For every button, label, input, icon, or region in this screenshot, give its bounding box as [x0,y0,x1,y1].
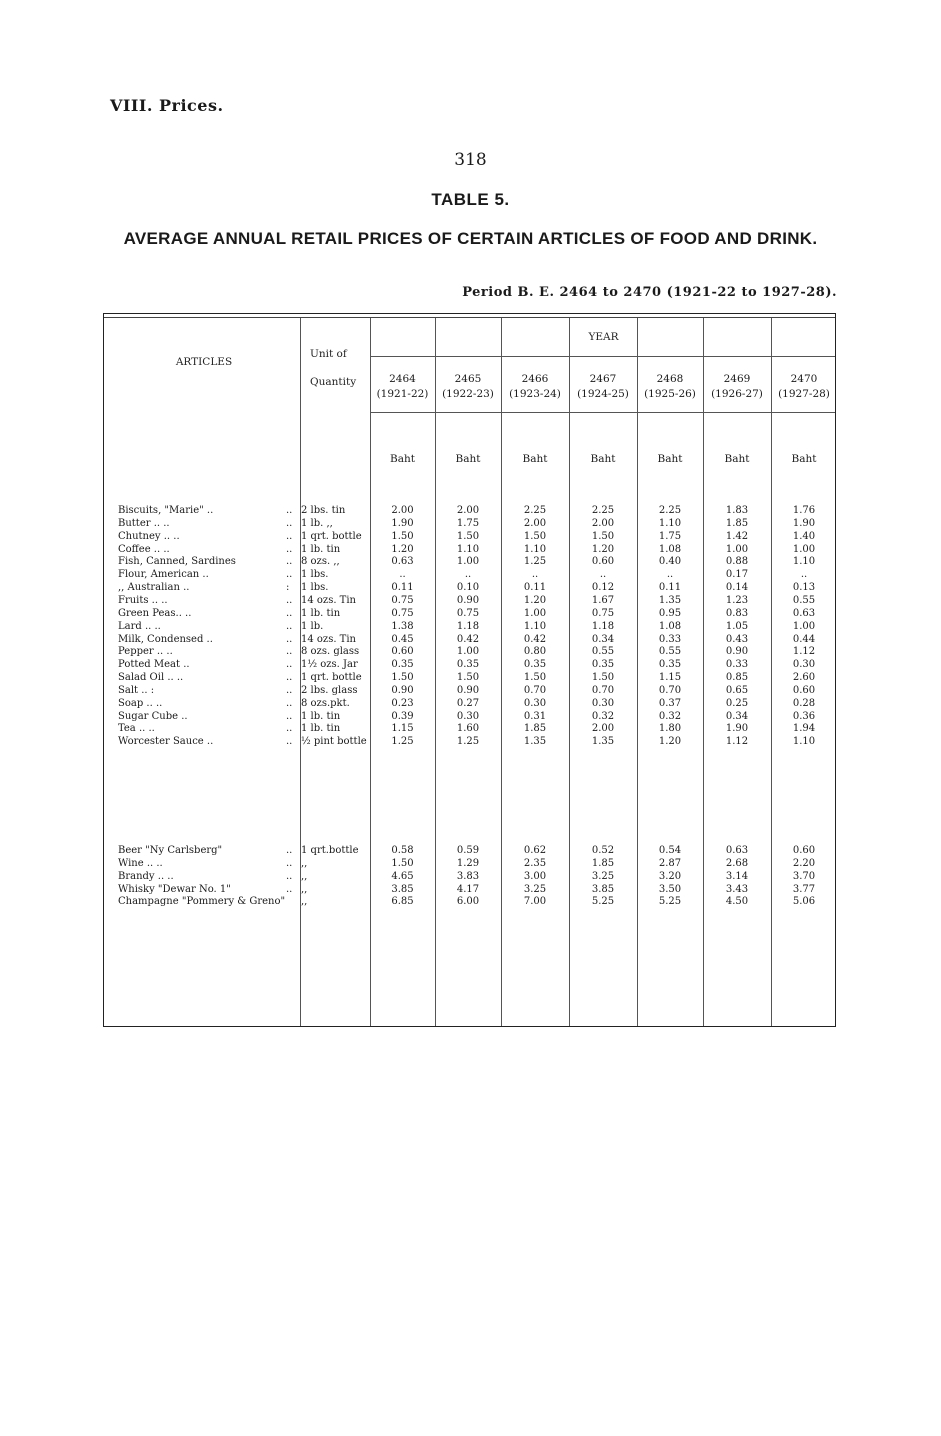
price-cell: 0.80 [523,646,547,658]
leader-dots: .. [286,633,293,645]
price-cell: 0.33 [658,633,682,645]
price-cell: .. [599,569,607,581]
price-cell: 1.90 [725,723,749,735]
price-cell: .. [800,569,808,581]
table-row [104,896,837,909]
price-cell: 0.32 [591,710,615,722]
price-cell: 1.25 [523,556,547,568]
leader-dots: .. [286,723,293,735]
articles-header: ARTICLES [175,356,233,368]
price-cell: 4.17 [456,883,480,895]
price-cell: 2.00 [523,517,547,529]
price-cell: 1.60 [456,723,480,735]
price-cell: 1.50 [391,857,414,869]
leader-dots: .. [286,659,293,671]
price-cell: 0.33 [725,659,749,671]
table-row [104,711,837,724]
year-col-2466: 2466 (1923-24) [509,373,561,400]
table-row [104,544,837,557]
price-cell: 0.28 [792,697,816,709]
price-cell: 0.60 [591,556,615,568]
price-cell: 1.85 [523,723,547,735]
price-cell: 1.25 [391,736,414,748]
price-cell: 0.75 [391,594,414,606]
table-row [104,723,837,736]
price-cell: 0.30 [591,697,615,709]
price-cell: 1.94 [792,723,816,735]
unit-of-quantity: ,, [301,857,308,869]
price-cell: 1.18 [591,620,615,632]
price-cell: 1.85 [591,857,615,869]
price-cell: 0.10 [456,582,480,594]
price-cell: 2.68 [725,857,749,869]
price-cell: 0.35 [658,659,682,671]
price-cell: 1.38 [391,620,414,632]
price-cell: 0.11 [523,582,547,594]
table-row [104,698,837,711]
table-row [104,595,837,608]
price-cell: 1.50 [391,672,414,684]
price-cell: 0.44 [792,633,816,645]
price-cell: 2.00 [591,723,615,735]
unit-of-quantity: ½ pint bottle [301,736,367,748]
price-cell: 4.65 [391,870,414,882]
price-cell: 0.54 [658,845,682,856]
currency-label: Baht [791,453,817,465]
price-cell: 0.95 [658,607,682,619]
price-cell: 1.20 [658,736,682,748]
leader-dots: .. [286,857,293,869]
leader-dots: .. [286,607,293,619]
table-row [104,858,837,871]
price-cell: 0.90 [456,684,480,696]
price-cell: 0.45 [391,633,414,645]
leader-dots: .. [286,505,293,516]
article-name: Soap .. .. [118,697,163,709]
year-col-2465: 2465 (1922-23) [442,373,494,400]
price-cell: 1.12 [725,736,749,748]
price-cell: 3.85 [391,883,414,895]
unit-of-quantity: 1 qrt.bottle [301,845,359,856]
unit-header-line1: Unit of [310,348,347,360]
price-cell: 1.76 [792,505,816,516]
price-cell: 0.70 [523,684,547,696]
price-cell: 0.60 [792,845,816,856]
table-row [104,569,837,582]
table-row [104,621,837,634]
price-cell: 1.00 [523,607,547,619]
unit-of-quantity: 8 ozs.pkt. [301,697,350,709]
price-cell: 0.43 [725,633,749,645]
table-row [104,634,837,647]
price-cell: 1.90 [792,517,816,529]
price-cell: 1.42 [725,530,749,542]
leader-dots: .. [286,672,293,684]
price-cell: .. [464,569,472,581]
year-col-2469: 2469 (1926-27) [711,373,763,400]
currency-label: Baht [455,453,481,465]
price-cell: 2.25 [658,505,682,516]
price-cell: 0.30 [456,710,480,722]
table-row [104,531,837,544]
price-cell: 1.15 [658,672,682,684]
table-title: AVERAGE ANNUAL RETAIL PRICES OF CERTAIN ARTICLES OF FOOD AND DRINK. [123,229,818,248]
table-top-rule [104,317,835,318]
price-cell: 6.85 [391,896,414,908]
price-cell: 0.70 [591,684,615,696]
price-cell: 2.00 [591,517,615,529]
article-name: Salad Oil .. .. [118,672,184,684]
price-cell: 1.00 [456,556,480,568]
leader-dots: .. [286,556,293,568]
price-cell: 1.20 [391,543,414,555]
price-cell: 0.11 [391,582,414,594]
article-name: Potted Meat .. [118,659,190,671]
article-name: Pepper .. .. [118,646,173,658]
price-cell: 0.88 [725,556,749,568]
article-name: Sugar Cube .. [118,710,188,722]
price-cell: 3.25 [523,883,547,895]
currency-label: Baht [724,453,750,465]
article-name: Wine .. .. [118,857,163,869]
unit-of-quantity: ,, [301,870,308,882]
article-name: Salt .. : [118,684,155,696]
price-cell: 3.85 [591,883,615,895]
table-row [104,659,837,672]
price-cell: 0.12 [591,582,615,594]
price-cell: 1.35 [591,736,615,748]
price-cell: 1.50 [523,530,547,542]
price-cell: 1.10 [792,736,816,748]
price-cell: 0.85 [725,672,749,684]
price-cell: 0.60 [792,684,816,696]
price-cell: 0.23 [391,697,414,709]
year-col-2470: 2470 (1927-28) [778,373,830,400]
price-cell: 0.75 [456,607,480,619]
unit-of-quantity: 1 qrt. bottle [301,530,362,542]
price-cell: 0.63 [391,556,414,568]
price-cell: 0.17 [725,569,749,581]
article-name: Butter .. .. [118,517,170,529]
price-cell: 1.50 [456,672,480,684]
article-name: Biscuits, "Marie" .. [118,505,214,516]
price-cell: 1.20 [523,594,547,606]
price-cell: 3.77 [792,883,816,895]
unit-of-quantity: 1 qrt. bottle [301,672,362,684]
unit-of-quantity: 1 lb. tin [301,710,341,722]
unit-of-quantity: 1 lb. tin [301,607,341,619]
leader-dots: .. [286,883,293,895]
price-cell: 0.40 [658,556,682,568]
price-cell: 3.14 [725,870,749,882]
price-cell: 0.63 [725,845,749,856]
price-cell: 0.83 [725,607,749,619]
price-cell: 0.35 [523,659,547,671]
price-cell: 1.75 [456,517,480,529]
price-cell: 1.85 [725,517,749,529]
price-cell: 0.34 [725,710,749,722]
price-cell: 0.55 [658,646,682,658]
currency-label: Baht [590,453,616,465]
price-cell: 1.00 [725,543,749,555]
price-cell: 5.06 [792,896,816,908]
price-cell: 1.29 [456,857,480,869]
price-cell: 0.90 [456,594,480,606]
price-cell: 3.70 [792,870,816,882]
unit-of-quantity: 1 lbs. [301,569,329,581]
article-name: Chutney .. .. [118,530,180,542]
price-cell: 1.08 [658,543,682,555]
article-name: Beer "Ny Carlsberg" [118,845,223,856]
year-col-2467: 2467 (1924-25) [577,373,629,400]
unit-of-quantity: ,, [301,883,308,895]
year-header: YEAR [588,331,619,343]
price-cell: 0.55 [591,646,615,658]
price-cell: 0.30 [792,659,816,671]
price-cell: 3.50 [658,883,682,895]
currency-label: Baht [390,453,415,465]
article-name: Whisky "Dewar No. 1" [118,883,231,895]
price-cell: 1.00 [792,543,816,555]
unit-of-quantity: 14 ozs. Tin [301,594,356,606]
price-cell: 1.83 [725,505,749,516]
article-name: Lard .. .. [118,620,161,632]
price-cell: 0.63 [792,607,816,619]
article-name: Brandy .. .. [118,870,174,882]
price-cell: 0.42 [456,633,480,645]
price-cell: 1.90 [391,517,414,529]
price-cell: 1.08 [658,620,682,632]
table-row [104,845,837,858]
table-number: TABLE 5. [431,190,510,209]
price-cell: 2.25 [591,505,615,516]
price-cell: 0.75 [391,607,414,619]
unit-of-quantity: 8 ozs. ,, [301,556,340,568]
leader-dots: .. [286,543,293,555]
price-cell: 0.35 [456,659,480,671]
price-cell: 0.90 [725,646,749,658]
leader-dots: : [286,582,290,594]
price-cell: 5.25 [591,896,615,908]
unit-of-quantity: 1½ ozs. Jar [301,659,358,671]
price-cell: 1.10 [523,620,547,632]
price-cell: 2.20 [792,857,816,869]
price-cell: 1.23 [725,594,749,606]
price-cell: .. [666,569,674,581]
price-cell: 0.52 [591,845,615,856]
unit-of-quantity: 2 lbs. glass [301,684,358,696]
unit-of-quantity: 14 ozs. Tin [301,633,356,645]
price-cell: 2.00 [456,505,480,516]
price-cell: 1.20 [591,543,615,555]
price-cell: 1.12 [792,646,816,658]
price-cell: 4.50 [725,896,749,908]
price-cell: .. [399,569,406,581]
article-name: Milk, Condensed .. [118,633,213,645]
table-row [104,608,837,621]
unit-of-quantity: ,, [301,896,308,908]
price-cell: 0.90 [391,684,414,696]
year-col-2464: 2464 (1921-22) [376,373,429,400]
leader-dots: .. [286,594,293,606]
section-heading: VIII. Prices. [110,96,224,115]
price-cell: 1.50 [391,530,414,542]
price-cell: 1.50 [523,672,547,684]
price-cell: 3.43 [725,883,749,895]
table-row [104,582,837,595]
price-cell: 0.27 [456,697,480,709]
price-cell: 0.34 [591,633,615,645]
article-name: Fish, Canned, Sardines [118,556,236,568]
article-name: ,, Australian .. [118,582,190,594]
price-cell: 1.50 [591,672,615,684]
leader-dots: .. [286,517,293,529]
price-cell: 1.10 [792,556,816,568]
unit-of-quantity: 1 lb. [301,620,324,632]
price-cell: 0.37 [658,697,682,709]
leader-dots: .. [286,697,293,709]
price-cell: 5.25 [658,896,682,908]
price-cell: 0.25 [725,697,749,709]
price-cell: 1.10 [523,543,547,555]
price-cell: 0.14 [725,582,749,594]
leader-dots: .. [286,870,293,882]
leader-dots: .. [286,845,293,856]
price-cell: 2.60 [792,672,816,684]
price-cell: 7.00 [523,896,547,908]
price-cell: 1.15 [391,723,414,735]
period-caption: Period B. E. 2464 to 2470 (1921-22 to 1927-28). [462,285,837,300]
price-cell: 1.40 [792,530,816,542]
leader-dots: .. [286,736,293,748]
currency-label: Baht [657,453,683,465]
unit-of-quantity: 8 ozs. glass [301,646,360,658]
price-cell: 0.30 [523,697,547,709]
page-number: 318 [454,150,487,170]
table-row [104,685,837,698]
price-cell: 1.00 [456,646,480,658]
price-cell: 1.50 [591,530,615,542]
article-name: Champagne "Pommery & Greno" [118,896,286,908]
price-cell: 3.20 [658,870,682,882]
price-cell: 0.11 [658,582,682,594]
article-name: Tea .. .. [118,723,155,735]
price-cell: 1.05 [725,620,749,632]
price-cell: 0.35 [591,659,615,671]
price-cell: .. [531,569,539,581]
price-cell: 0.60 [391,646,414,658]
price-cell: 0.58 [391,845,414,856]
price-cell: 2.00 [391,505,414,516]
price-cell: 1.35 [523,736,547,748]
price-cell: 2.87 [658,857,682,869]
price-cell: 0.31 [523,710,547,722]
price-cell: 1.35 [658,594,682,606]
price-cell: 3.83 [456,870,480,882]
price-cell: 1.67 [591,594,615,606]
price-cell: 0.55 [792,594,816,606]
article-name: Worcester Sauce .. [118,736,214,748]
price-cell: 3.25 [591,870,615,882]
leader-dots: .. [286,620,293,632]
price-cell: 0.65 [725,684,749,696]
price-cell: 0.13 [792,582,816,594]
price-cell: 0.32 [658,710,682,722]
leader-dots: .. [286,530,293,542]
unit-of-quantity: 2 lbs. tin [301,505,346,516]
price-cell: 1.10 [456,543,480,555]
price-cell: 0.59 [456,845,480,856]
article-name: Fruits .. .. [118,594,168,606]
year-col-2468: 2468 (1925-26) [644,373,696,400]
price-cell: 0.75 [591,607,615,619]
price-cell: 1.18 [456,620,480,632]
currency-label: Baht [522,453,548,465]
price-cell: 2.35 [523,857,547,869]
unit-of-quantity: 1 lb. ,, [301,517,333,529]
table-row [104,505,837,518]
article-name: Flour, American .. [118,569,209,581]
table-row [104,736,837,749]
price-cell: 6.00 [456,896,480,908]
price-cell: 0.36 [792,710,816,722]
unit-of-quantity: 1 lbs. [301,582,329,594]
article-name: Green Peas.. .. [118,607,192,619]
price-table [103,313,836,1027]
price-cell: 2.25 [523,505,547,516]
table-row [104,518,837,531]
table-row [104,646,837,659]
price-cell: 1.00 [792,620,816,632]
table-row [104,871,837,884]
price-cell: 0.62 [523,845,547,856]
article-name: Coffee .. .. [118,543,170,555]
price-cell: 0.70 [658,684,682,696]
unit-of-quantity: 1 lb. tin [301,543,341,555]
price-cell: 3.00 [523,870,547,882]
header-rule [370,412,835,413]
leader-dots: .. [286,684,293,696]
price-cell: 0.35 [391,659,414,671]
table-row [104,556,837,569]
leader-dots: .. [286,569,293,581]
year-rule [370,356,835,357]
unit-of-quantity: 1 lb. tin [301,723,341,735]
table-row [104,884,837,897]
leader-dots: .. [286,646,293,658]
price-cell: 1.80 [658,723,682,735]
leader-dots: .. [286,710,293,722]
table-row [104,672,837,685]
price-cell: 1.50 [456,530,480,542]
price-cell: 0.42 [523,633,547,645]
price-cell: 1.25 [456,736,480,748]
price-cell: 0.39 [391,710,414,722]
price-cell: 1.10 [658,517,682,529]
price-cell: 1.75 [658,530,682,542]
unit-header-line2: Quantity [310,376,357,388]
